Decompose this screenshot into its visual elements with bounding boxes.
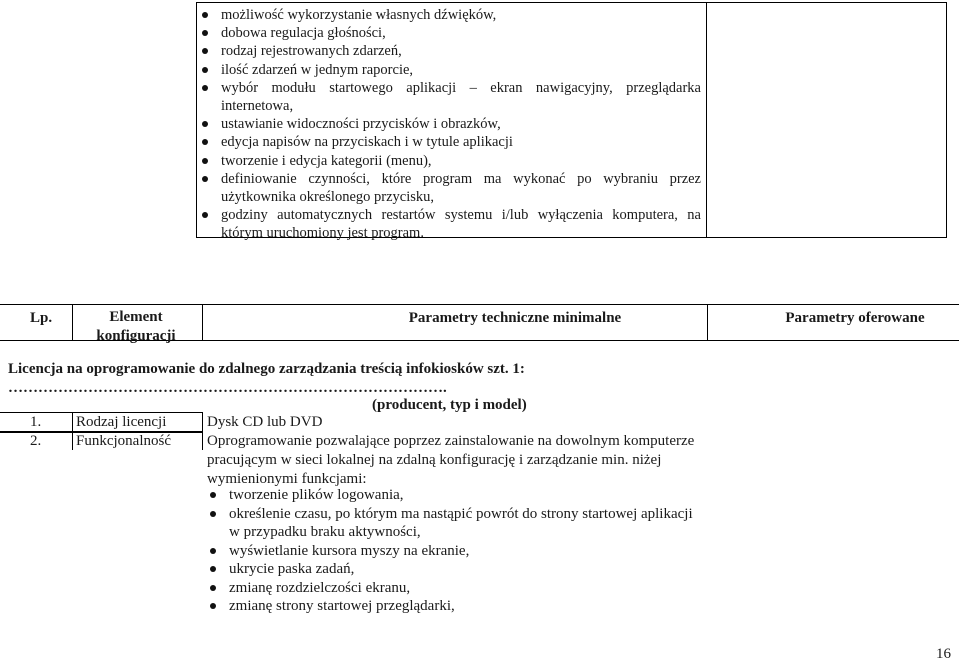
header-lp: Lp. <box>30 310 53 326</box>
header-divider-1 <box>72 304 73 340</box>
bullet-icon <box>202 139 208 145</box>
row2-divider-1 <box>72 431 73 450</box>
bullet-icon <box>202 30 208 36</box>
row2-intro: Oprogramowanie pozwalające poprzez zainstalowanie na dowolnym komputerze pracującym w sieci lokalnej na zdalną konfigurację i zarządzanie min. niżej wymienionymi funkcjami: <box>207 433 695 487</box>
bullet-icon <box>210 492 216 498</box>
row1-divider-2 <box>202 412 203 431</box>
list-item: tworzenie plików logowania, <box>207 486 703 505</box>
row2-lp: 2. <box>30 433 42 449</box>
row2-divider-2 <box>202 431 203 450</box>
list-item: zmianę strony startowej przeglądarki, <box>207 597 703 616</box>
list-item: możliwość wykorzystanie własnych dźwięków, <box>199 6 701 24</box>
top-table-divider <box>706 2 707 237</box>
bullet-icon <box>210 585 216 591</box>
list-item: ilość zdarzeń w jednym raporcie, <box>199 61 701 79</box>
bullet-icon <box>210 566 216 572</box>
header-params-offered: Parametry oferowane <box>785 310 925 326</box>
bullet-icon <box>210 548 216 554</box>
list-item: definiowanie czynności, które program ma wykonać po wybraniu przez użytkownika określonego przycisku, <box>199 170 701 206</box>
table-line-top <box>0 304 959 305</box>
list-item: ukrycie paska zadań, <box>207 560 703 579</box>
row2-element: Funkcjonalność <box>76 433 171 449</box>
list-item: dobowa regulacja głośności, <box>199 24 701 42</box>
list-item: wybór modułu startowego aplikacji – ekran nawigacyjny, przeglądarka internetowa, <box>199 79 701 115</box>
bullet-icon <box>202 121 208 127</box>
bullet-icon <box>202 176 208 182</box>
list-item: zmianę rozdzielczości ekranu, <box>207 579 703 598</box>
bullet-icon <box>202 12 208 18</box>
row1-value: Dysk CD lub DVD <box>207 414 323 430</box>
list-item: wyświetlanie kursora myszy na ekranie, <box>207 542 703 561</box>
row1-element: Rodzaj licencji <box>76 414 167 430</box>
list-item: określenie czasu, po którym ma nastąpić powrót do strony startowej aplikacji w przypadku braku aktywności, <box>207 505 703 542</box>
row1-divider-1 <box>72 412 73 431</box>
section-dots: ……………………………………………………………………………. <box>8 380 447 396</box>
list-item: godziny automatycznych restartów systemu i/lub wyłączenia komputera, na którym uruchomiony jest program. <box>199 206 701 242</box>
section-producer: (producent, typ i model) <box>372 397 527 413</box>
list-item: ustawianie widoczności przycisków i obrazków, <box>199 115 701 133</box>
list-item: tworzenie i edycja kategorii (menu), <box>199 152 701 170</box>
bullet-icon <box>202 158 208 164</box>
list-item: rodzaj rejestrowanych zdarzeń, <box>199 42 701 60</box>
row2-function-list <box>207 486 703 616</box>
section-title: Licencja na oprogramowanie do zdalnego zarządzania treścią infokiosków szt. 1: <box>8 361 525 377</box>
row1-lp: 1. <box>30 414 42 430</box>
bullet-icon <box>202 212 208 218</box>
header-element: Element konfiguracji <box>96 309 176 344</box>
list-item: edycja napisów na przyciskach i w tytule aplikacji <box>199 133 701 151</box>
header-params-min: Parametry techniczne minimalne <box>408 310 622 326</box>
bullet-icon <box>202 85 208 91</box>
top-feature-list <box>199 6 701 243</box>
bullet-icon <box>202 48 208 54</box>
bullet-icon <box>210 511 216 517</box>
bullet-icon <box>202 67 208 73</box>
bullet-icon <box>210 603 216 609</box>
page-number: 16 <box>936 646 951 662</box>
